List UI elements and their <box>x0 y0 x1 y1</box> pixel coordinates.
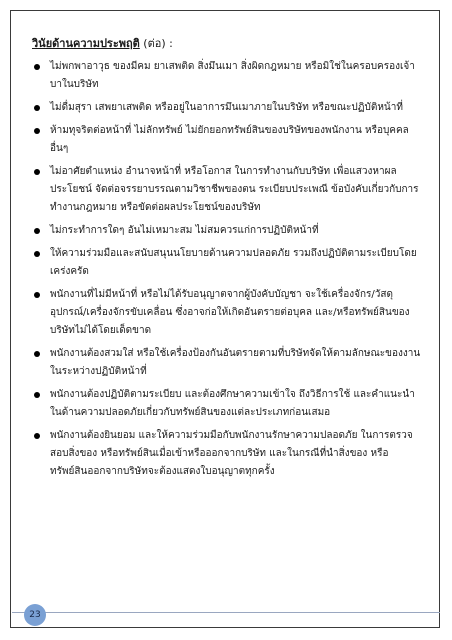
bullet-icon <box>34 351 40 357</box>
rule-text: ให้ความร่วมมือและสนับสนุนนโยบายด้านความปลอดภัย รวมถึงปฏิบัติตามระเบียบโดยเคร่งครัด <box>50 248 417 277</box>
bullet-icon <box>34 105 40 111</box>
rule-item <box>32 99 424 117</box>
bullet-icon <box>34 392 40 398</box>
rule-item <box>32 386 424 422</box>
rule-item <box>32 245 424 281</box>
bullet-icon <box>34 128 40 134</box>
rule-text: ห้ามทุจริตต่อหน้าที่ ไม่ลักทรัพย์ ไม่ยักยอกทรัพย์สินของบริษัทของพนักงาน หรือบุคคลอื่นๆ <box>50 125 409 154</box>
page-footer <box>24 602 46 626</box>
section-heading-suffix: (ต่อ) : <box>139 37 173 50</box>
rule-text: ไม่ดื่มสุรา เสพยาเสพติด หรืออยู่ในอาการมึนเมาภายในบริษัท หรือขณะปฏิบัติหน้าที่ <box>50 102 403 113</box>
page-number-badge: 23 <box>24 604 46 626</box>
rule-item <box>32 122 424 158</box>
bullet-icon <box>34 169 40 175</box>
rule-item <box>32 286 424 340</box>
rule-text: ไม่พกพาอาวุธ ของมีคม ยาเสพติด สิ่งมึนเมา สิ่งผิดกฎหมาย หรือมิใช่ในครอบครองเจ้าบาในบริษัท <box>50 61 415 90</box>
bullet-icon <box>34 433 40 439</box>
bullet-icon <box>34 292 40 298</box>
bullet-icon <box>34 64 40 70</box>
rule-item <box>32 58 424 94</box>
rule-text: ไม่กระทำการใดๆ อันไม่เหมาะสม ไม่สมควรแก่การปฏิบัติหน้าที่ <box>50 225 319 236</box>
document-body <box>32 36 424 486</box>
rule-text: พนักงานต้องยินยอม และให้ความร่วมมือกับพนักงานรักษาความปลอดภัย ในการตรวจสอบสิ่งของ หรือทรัพย์สินเมื่อเข้าหรือออกจากบริษัท และในกรณีที่นำสิ่งของ หรือทรัพย์สินออกจากบริษัทจะต้องแสดงใบอนุญาตทุกครั้ง <box>50 430 413 477</box>
rules-list <box>32 58 424 481</box>
rule-item <box>32 427 424 481</box>
section-heading-underlined: วินัยด้านความประพฤติ <box>32 37 140 50</box>
section-heading <box>32 36 424 52</box>
footer-rule <box>12 612 440 613</box>
rule-item <box>32 345 424 381</box>
rule-text: พนักงานที่ไม่มีหน้าที่ หรือไม่ได้รับอนุญาตจากผู้บังคับบัญชา จะใช้เครื่องจักร/วัสดุอุปกรณ์/เครื่องจักรขับเคลื่อน ซึ่งอาจก่อให้เกิดอันตรายต่อบุคล และ/หรือทรัพย์สินของบริษัทไม่ได้โดยเด็ดขาด <box>50 289 410 336</box>
rule-text: พนักงานต้องสวมใส่ หรือใช้เครื่องป้องกันอันตรายตามที่บริษัทจัดให้ตามลักษณะของงานในระหว่างปฏิบัติหน้าที่ <box>50 348 421 377</box>
rule-text: พนักงานต้องปฏิบัติตามระเบียบ และต้องศึกษาความเข้าใจ ถึงวิธีการใช้ และคำแนะนำในด้านความปลอดภัยเกี่ยวกับทรัพย์สินของแต่ละประเภทก่อนเสมอ <box>50 389 415 418</box>
rule-item <box>32 163 424 217</box>
bullet-icon <box>34 228 40 234</box>
rule-text: ไม่อาศัยตำแหน่ง อำนาจหน้าที่ หรือโอกาส ในการทำงานกับบริษัท เพื่อแสวงหาผลประโยชน์ จัดต่อจรรยาบรรณตามวิชาชีพของตน ระเบียบประเพณี ข้อบังคับเกี่ยวกับการทำงานกฎหมาย หรือขัดต่อผลประโยชน์ของบริษัท <box>50 166 419 213</box>
bullet-icon <box>34 251 40 257</box>
rule-item <box>32 222 424 240</box>
